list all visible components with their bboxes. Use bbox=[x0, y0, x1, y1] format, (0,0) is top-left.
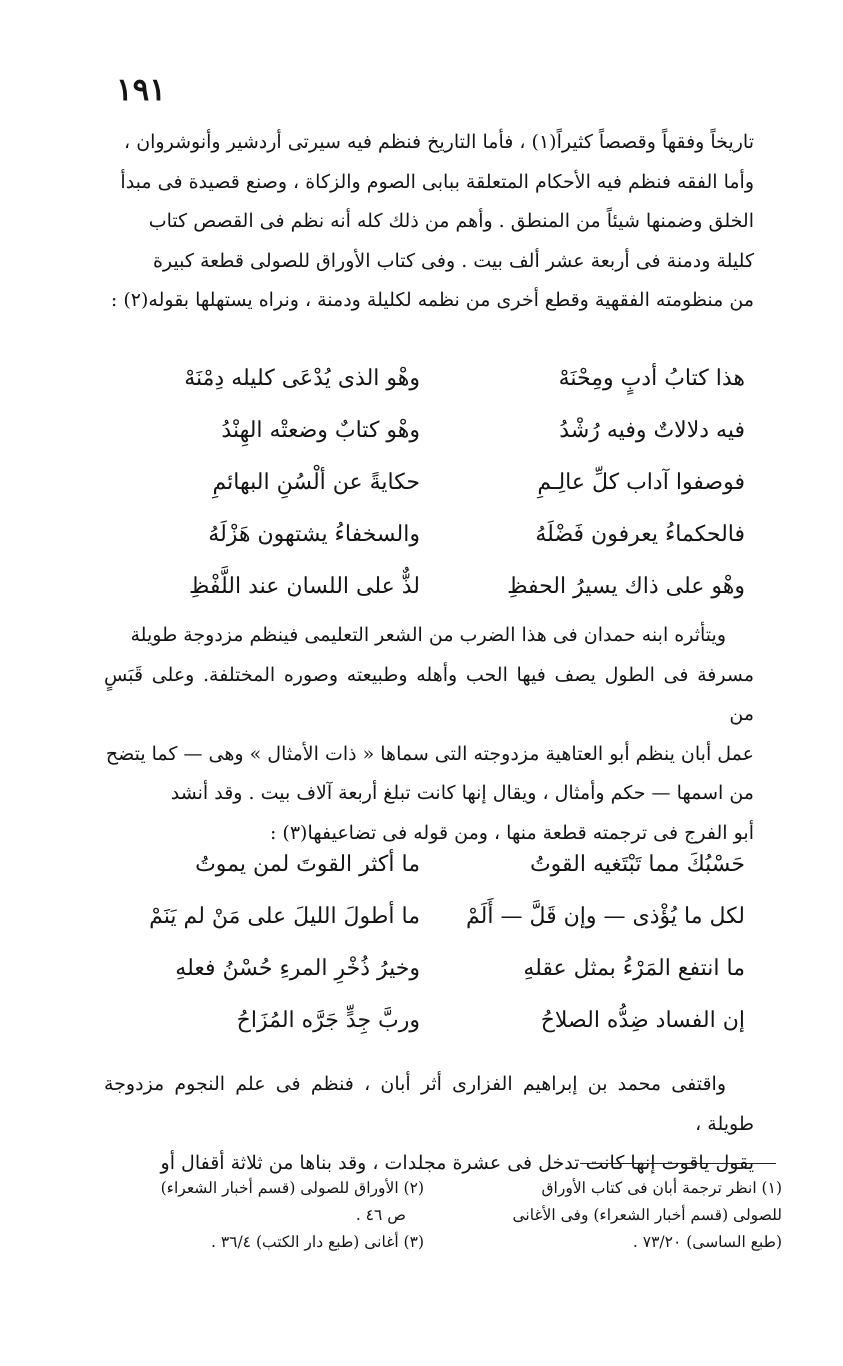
verse bbox=[130, 838, 745, 890]
footnote-line: (طبع الساسى) ٧٣/٢٠ . bbox=[632, 1233, 782, 1251]
verse-second-hemistich: وهْو الذى يُدْعَى كليله دِمْنَهْ bbox=[184, 365, 420, 391]
footnote-line: (٢) الأوراق للصولى (قسم أخبار الشعراء) bbox=[160, 1179, 424, 1197]
verse bbox=[130, 994, 745, 1046]
text-line: عمل أبان ينظم أبو العتاهية مزدوجته التى سماها « ذات الأمثال » وهى — كما يتضح bbox=[105, 742, 754, 765]
text-line: وأما الفقه فنظم فيه الأحكام المتعلقة ببابى الصوم والزكاة ، وصنع قصيدة فى مبدأ bbox=[120, 170, 754, 193]
verse-first-hemistich: فيه دلالاتٌ وفيه رُشْدُ bbox=[559, 417, 745, 443]
verse-second-hemistich: وربَّ جِدٍّ جَرَّه المُزَاحُ bbox=[236, 1007, 420, 1033]
text-line: الخلق وضمنها شيئاً من المنطق . وأهم من ذلك كله أنه نظم فى القصص كتاب bbox=[148, 210, 754, 232]
text-line: من اسمها — حكم وأمثال ، ويقال إنها كانت تبلغ أربعة آلاف بيت . وقد أنشد bbox=[170, 782, 754, 804]
verse-second-hemistich: وخيرُ ذُخْرِ المرءِ حُسْنُ فعلهِ bbox=[175, 955, 420, 981]
verse-first-hemistich: هذا كتابُ أدبٍ ومِحْنَهْ bbox=[558, 365, 745, 391]
text-line: كليلة ودمنة فى أربعة عشر ألف بيت . وفى كتاب الأوراق للصولى قطعة كبيرة bbox=[152, 249, 754, 272]
footnote-line: (٣) أغانى (طبع دار الكتب) ٣٦/٤ . bbox=[210, 1233, 424, 1251]
text-line: مسرفة فى الطول يصف فيها الحب وأهله وطبيعته وصوره المختلفة. وعلى قَبَسٍ من bbox=[104, 663, 754, 725]
text-line: من منظومته الفقهية وقطع أخرى من نظمه لكليلة ودمنة ، ونراه يستهلها بقوله(٢) : bbox=[110, 289, 754, 311]
verse bbox=[130, 404, 745, 456]
verse-first-hemistich: وهْو على ذاك يسيرُ الحفظِ bbox=[507, 573, 745, 599]
verse-first-hemistich: حَسْبُكَ مما تَبْتَغيه القوتُ bbox=[529, 851, 745, 877]
verse bbox=[130, 508, 745, 560]
footnote-line: ص ٤٦ . bbox=[355, 1206, 406, 1224]
page-number: ١٩١ bbox=[116, 72, 166, 108]
poem-2 bbox=[130, 838, 745, 1046]
verse bbox=[130, 352, 745, 404]
verse-second-hemistich: وهْو كتابٌ وضعتْه الهِنْدُ bbox=[221, 417, 420, 443]
verse bbox=[130, 560, 745, 612]
verse-first-hemistich: فوصفوا آداب كلِّ عالِـمِ bbox=[537, 469, 745, 495]
verse bbox=[130, 456, 745, 508]
text-line: تاريخاً وفقهاً وقصصاً كثيراً(١) ، فأما التاريخ فنظم فيه سيرتى أردشير وأنوشروان ، bbox=[124, 131, 754, 153]
text-line: ويتأثره ابنه حمدان فى هذا الضرب من الشعر التعليمى فينظم مزدوجة طويلة bbox=[130, 624, 726, 646]
verse-second-hemistich: ما أكثر القوتَ لمن يموتُ bbox=[195, 851, 420, 877]
footnote-separator bbox=[580, 1163, 776, 1164]
verse bbox=[130, 890, 745, 942]
verse-first-hemistich: إن الفساد ضِدُّه الصلاحُ bbox=[540, 1007, 745, 1033]
poem-1 bbox=[130, 352, 745, 612]
paragraph-3 bbox=[104, 1065, 754, 1184]
verse-first-hemistich: لكل ما يُؤْذى — وإن قَلَّ — أَلَمْ bbox=[466, 903, 745, 929]
verse-second-hemistich: حكايةً عن ألْسُنِ البهائمِ bbox=[212, 469, 420, 495]
verse-second-hemistich: والسخفاءُ يشتهون هَزْلَهُ bbox=[208, 521, 420, 547]
text-line: أبو الفرج فى ترجمته قطعة منها ، ومن قوله فى تضاعيفها(٣) : bbox=[269, 821, 754, 844]
verse-second-hemistich: لذٌّ على اللسان عند اللَّفْظِ bbox=[189, 573, 420, 599]
footnotes-right-column bbox=[470, 1175, 782, 1256]
verse-second-hemistich: ما أطولَ الليلَ على مَنْ لم يَنَمْ bbox=[149, 903, 420, 929]
verse bbox=[130, 942, 745, 994]
paragraph-1 bbox=[104, 123, 754, 321]
footnotes-left-column bbox=[104, 1175, 424, 1256]
footnote-line: للصولى (قسم أخبار الشعراء) وفى الأغانى bbox=[512, 1206, 782, 1224]
text-line: واقتفى محمد بن إبراهيم الفزارى أثر أبان ، فنظم فى علم النجوم مزدوجة طويلة ، bbox=[104, 1073, 754, 1135]
verse-first-hemistich: ما انتفع المَرْءُ بمثل عقلهِ bbox=[523, 955, 745, 981]
paragraph-2 bbox=[104, 616, 754, 853]
footnote-line: (١) انظر ترجمة أبان فى كتاب الأوراق bbox=[541, 1179, 782, 1197]
verse-first-hemistich: فالحكماءُ يعرفون فَضْلَهُ bbox=[535, 521, 745, 547]
text-line: يقول ياقوت إنها كانت تدخل فى عشرة مجلدات ، وقد بناها من ثلاثة أقفال أو bbox=[160, 1152, 754, 1174]
